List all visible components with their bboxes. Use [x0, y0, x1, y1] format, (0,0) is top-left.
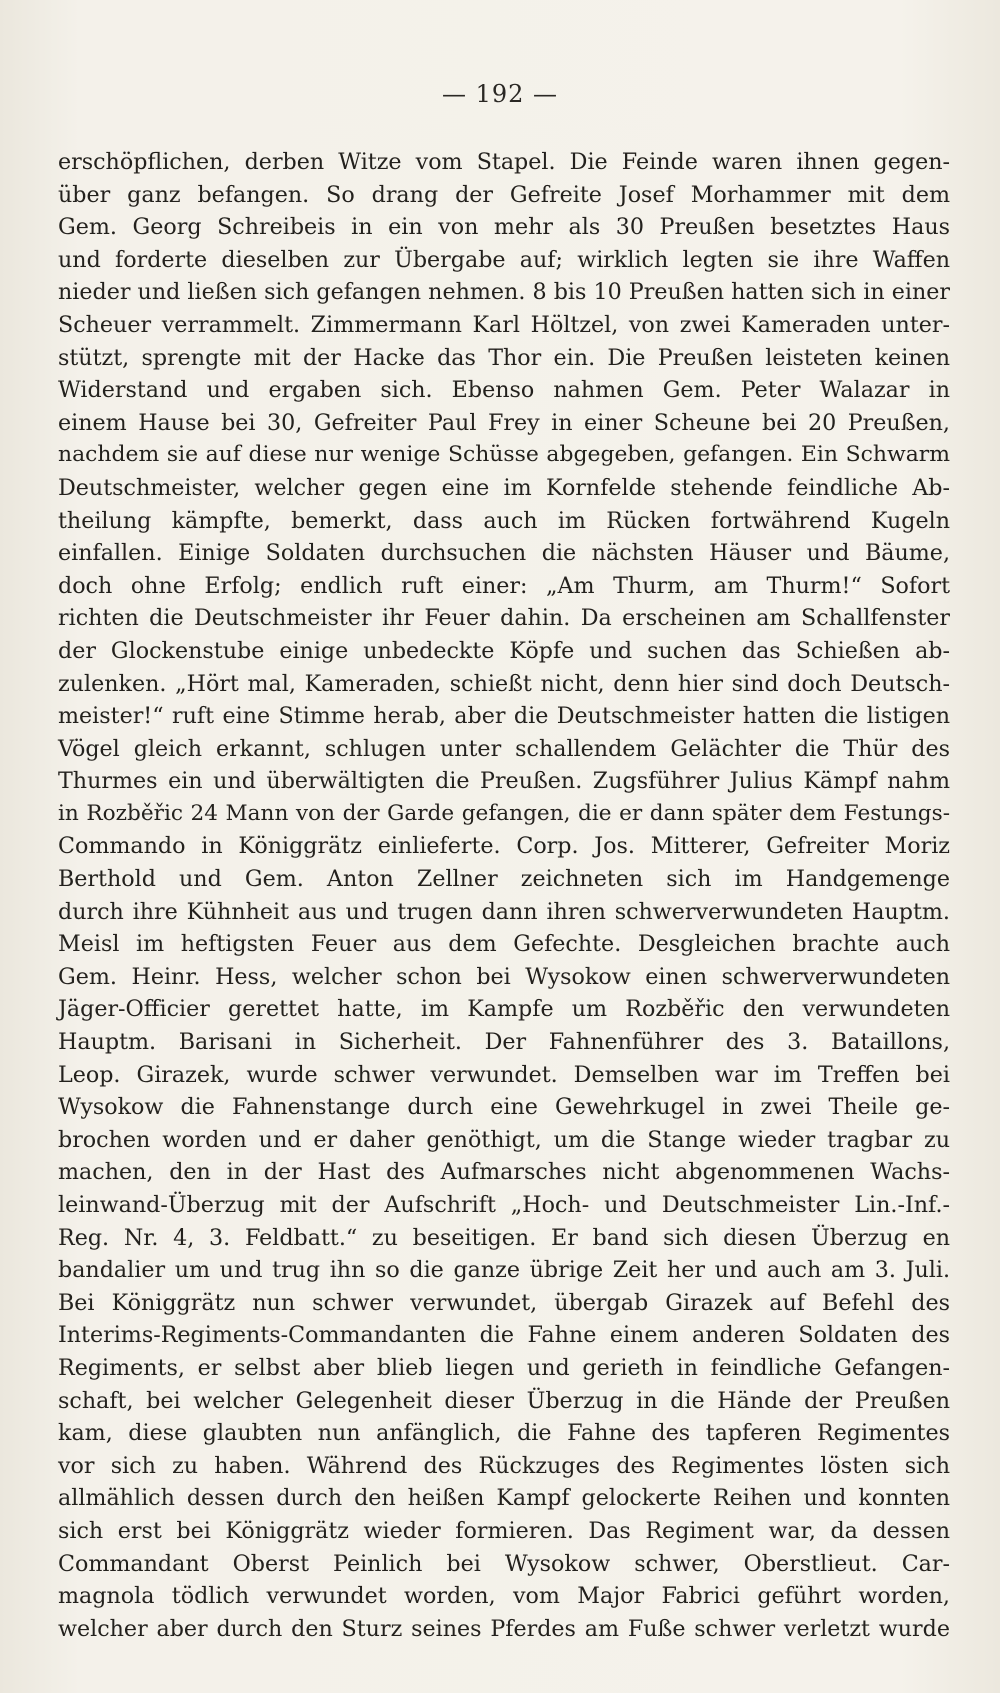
text-line: Bei Königgrätz nun schwer verwundet, übergab Girazek auf Befehl des: [58, 1289, 950, 1316]
text-line: und forderte dieselben zur Übergabe auf; wirklich legten sie ihre Waffen: [58, 246, 950, 273]
text-line: Wysokow die Fahnenstange durch eine Gewehrkugel in zwei Theile ge-: [58, 1094, 950, 1121]
text-line: Interims-Regiments-Commandanten die Fahne einem anderen Soldaten des: [58, 1322, 950, 1349]
text-line: durch ihre Kühnheit aus und trugen dann ihren schwerverwundeten Hauptm.: [58, 898, 950, 925]
text-line: Commandant Oberst Peinlich bei Wysokow schwer, Oberstlieut. Car-: [58, 1550, 950, 1577]
page-number: — 192 —: [441, 80, 559, 108]
text-line: sich erst bei Königgrätz wieder formieren. Das Regiment war, da dessen: [58, 1517, 950, 1544]
text-line: stützt, sprengte mit der Hacke das Thor ein. Die Preußen leisteten keinen: [58, 344, 950, 371]
text-line: Meisl im heftigsten Feuer aus dem Gefechte. Desgleichen brachte auch: [58, 931, 950, 958]
text-line: Jäger-Officier gerettet hatte, im Kampfe um Rozběřic den verwundeten: [58, 996, 950, 1023]
text-line: theilung kämpfte, bemerkt, dass auch im Rücken fortwährend Kugeln: [58, 507, 950, 534]
text-line: der Glockenstube einige unbedeckte Köpfe und suchen das Schießen ab-: [58, 637, 950, 664]
text-line: nieder und ließen sich gefangen nehmen. 8 bis 10 Preußen hatten sich in einer: [58, 279, 950, 306]
text-line: Regiments, er selbst aber blieb liegen und gerieth in feindliche Gefangen-: [58, 1354, 950, 1381]
text-line: Leop. Girazek, wurde schwer verwundet. Demselben war im Treffen bei: [58, 1061, 950, 1088]
text-line: Widerstand und ergaben sich. Ebenso nahmen Gem. Peter Walazar in: [58, 377, 950, 404]
text-line: bandalier um und trug ihn so die ganze übrige Zeit her und auch am 3. Juli.: [58, 1257, 950, 1284]
text-line: welcher aber durch den Sturz seines Pferdes am Fuße schwer verletzt wurde: [58, 1615, 950, 1642]
text-line: Gem. Heinr. Hess, welcher schon bei Wysokow einen schwerverwundeten: [58, 963, 950, 990]
text-line: doch ohne Erfolg; endlich ruft einer: „Am Thurm, am Thurm!“ Sofort: [58, 572, 950, 599]
text-line: leinwand-Überzug mit der Aufschrift „Hoch- und Deutschmeister Lin.-Inf.-: [58, 1192, 950, 1218]
text-line: zulenken. „Hört mal, Kameraden, schießt nicht, denn hier sind doch Deutsch-: [58, 670, 950, 697]
text-line: Gem. Georg Schreibeis in ein von mehr als 30 Preußen besetztes Haus: [58, 214, 950, 241]
text-line: allmählich dessen durch den heißen Kampf gelockerte Reihen und konnten: [58, 1485, 950, 1512]
text-line: nachdem sie auf diese nur wenige Schüsse abgegeben, gefangen. Ein Schwarm: [58, 442, 950, 468]
text-line: meister!“ ruft eine Stimme herab, aber die Deutschmeister hatten die listigen: [58, 703, 950, 730]
text-line: richten die Deutschmeister ihr Feuer dahin. Da erscheinen am Schallfenster: [58, 605, 950, 632]
text-line: Berthold und Gem. Anton Zellner zeichneten sich im Handgemenge: [58, 866, 950, 893]
text-line: Vögel gleich erkannt, schlugen unter schallendem Gelächter die Thür des: [58, 735, 950, 762]
text-line: brochen worden und er daher genöthigt, um die Stange wieder tragbar zu: [58, 1126, 950, 1153]
text-line: in Rozběřic 24 Mann von der Garde gefangen, die er dann später dem Festungs-: [58, 800, 950, 826]
text-line: Commando in Königgrätz einlieferte. Corp. Jos. Mitterer, Gefreiter Moriz: [58, 833, 950, 860]
text-line: machen, den in der Hast des Aufmarsches nicht abgenommenen Wachs-: [58, 1159, 950, 1186]
text-line: schaft, bei welcher Gelegenheit dieser Überzug in die Hände der Preußen: [58, 1387, 950, 1414]
text-line: Thurmes ein und überwältigten die Preußen. Zugsführer Julius Kämpf nahm: [58, 768, 950, 795]
text-line: Scheuer verrammelt. Zimmermann Karl Höltzel, von zwei Kameraden unter-: [58, 311, 950, 338]
body-text: [58, 146, 950, 1645]
text-line: einfallen. Einige Soldaten durchsuchen die nächsten Häuser und Bäume,: [58, 540, 950, 567]
text-line: über ganz befangen. So drang der Gefreite Josef Morhammer mit dem: [58, 181, 950, 208]
text-line: Hauptm. Barisani in Sicherheit. Der Fahnenführer des 3. Bataillons,: [58, 1029, 950, 1056]
text-line: vor sich zu haben. Während des Rückzuges des Regimentes lösten sich: [58, 1452, 950, 1479]
text-line: Deutschmeister, welcher gegen eine im Kornfelde stehende feindliche Ab-: [58, 474, 950, 501]
text-line: magnola tödlich verwundet worden, vom Major Fabrici geführt worden,: [58, 1583, 950, 1610]
text-line: kam, diese glaubten nun anfänglich, die Fahne des tapferen Regimentes: [58, 1420, 950, 1447]
text-line: erschöpflichen, derben Witze vom Stapel. Die Feinde waren ihnen gegen-: [58, 149, 950, 175]
text-line: einem Hause bei 30, Gefreiter Paul Frey in einer Scheune bei 20 Preußen,: [58, 409, 950, 436]
text-line: Reg. Nr. 4, 3. Feldbatt.“ zu beseitigen. Er band sich diesen Überzug en: [58, 1224, 950, 1251]
